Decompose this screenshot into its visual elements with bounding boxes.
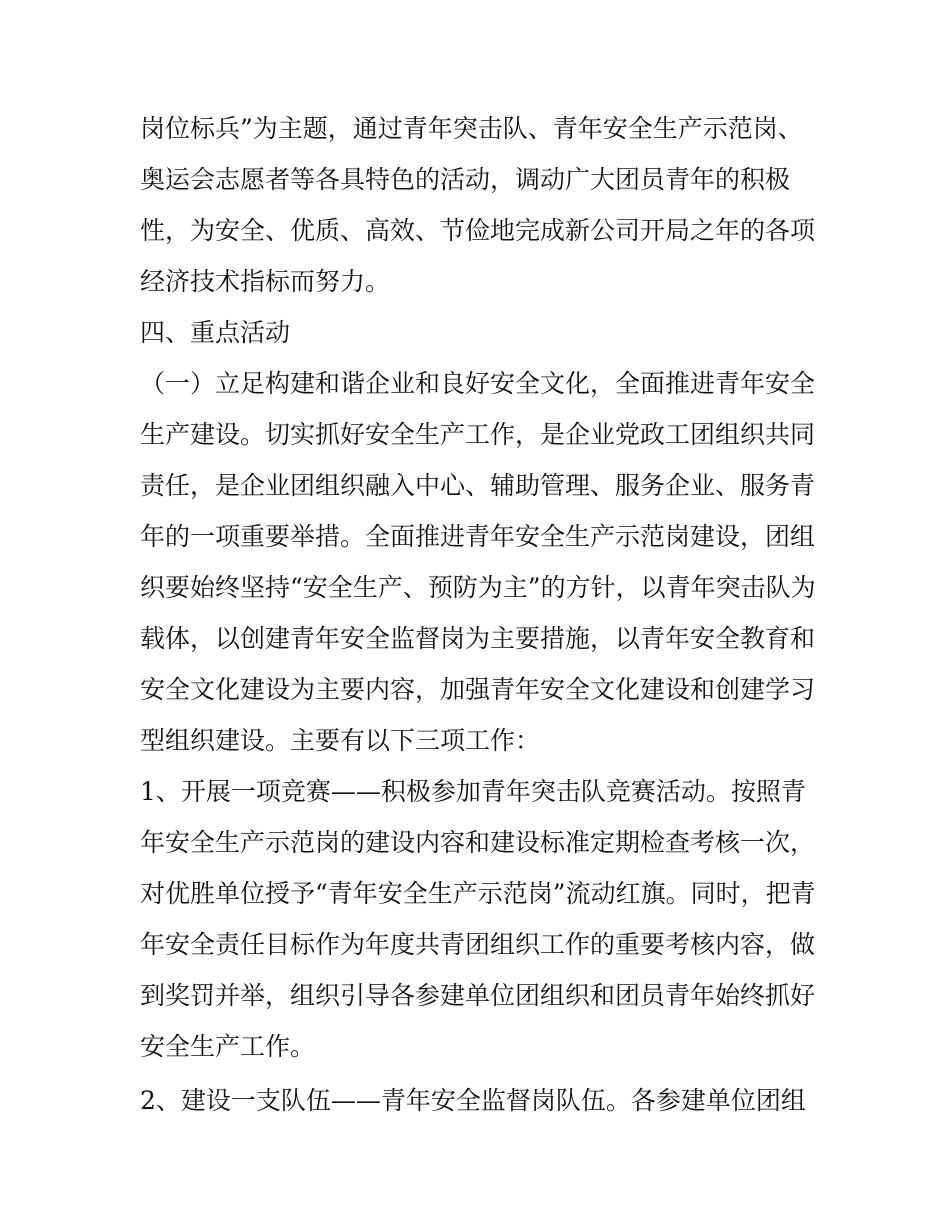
document-body (140, 103, 820, 1126)
text-line: 年安全生产示范岗的建设内容和建设标准定期检查考核一次， (140, 828, 816, 857)
text-line: 1、开展一项竞赛——积极参加青年突击队竞赛活动。按照青 (140, 777, 806, 806)
text-line: 年安全责任目标作为年度共青团组织工作的重要考核内容，做 (140, 930, 816, 959)
text-line: 奥运会志愿者等各具特色的活动，调动广大团员青年的积极 (140, 165, 791, 194)
text-line: 2、建设一支队伍——青年安全监督岗队伍。各参建单位团组 (140, 1086, 806, 1115)
text-line: 到奖罚并举，组织引导各参建单位团组织和团员青年始终抓好 (140, 981, 816, 1010)
text-line: 安全生产工作。 (140, 1032, 316, 1061)
text-line: 经济技术指标而努力。 (140, 267, 391, 296)
text-line: 载体，以创建青年安全监督岗为主要措施，以青年安全教育和 (140, 624, 816, 653)
text-line: 性，为安全、优质、高效、节俭地完成新公司开局之年的各项 (140, 216, 816, 245)
text-line: 岗位标兵”为主题，通过青年突击队、青年安全生产示范岗、 (140, 114, 803, 143)
text-line: 年的一项重要举措。全面推进青年安全生产示范岗建设，团组 (140, 522, 816, 551)
text-line: 对优胜单位授予“青年安全生产示范岗”流动红旗。同时，把青 (140, 879, 816, 908)
text-line: 安全文化建设为主要内容，加强青年安全文化建设和创建学习 (140, 675, 816, 704)
text-line: 责任，是企业团组织融入中心、辅助管理、服务企业、服务青 (140, 471, 816, 500)
text-line: 生产建设。切实抓好安全生产工作，是企业党政工团组织共同 (140, 420, 816, 449)
text-line: 织要始终坚持“安全生产、预防为主”的方针，以青年突击队为 (140, 573, 816, 602)
text-line: （一）立足构建和谐企业和良好安全文化，全面推进青年安全 (140, 369, 816, 398)
text-line: 型组织建设。主要有以下三项工作： (140, 726, 541, 755)
section-heading: 四、重点活动 (140, 318, 291, 347)
